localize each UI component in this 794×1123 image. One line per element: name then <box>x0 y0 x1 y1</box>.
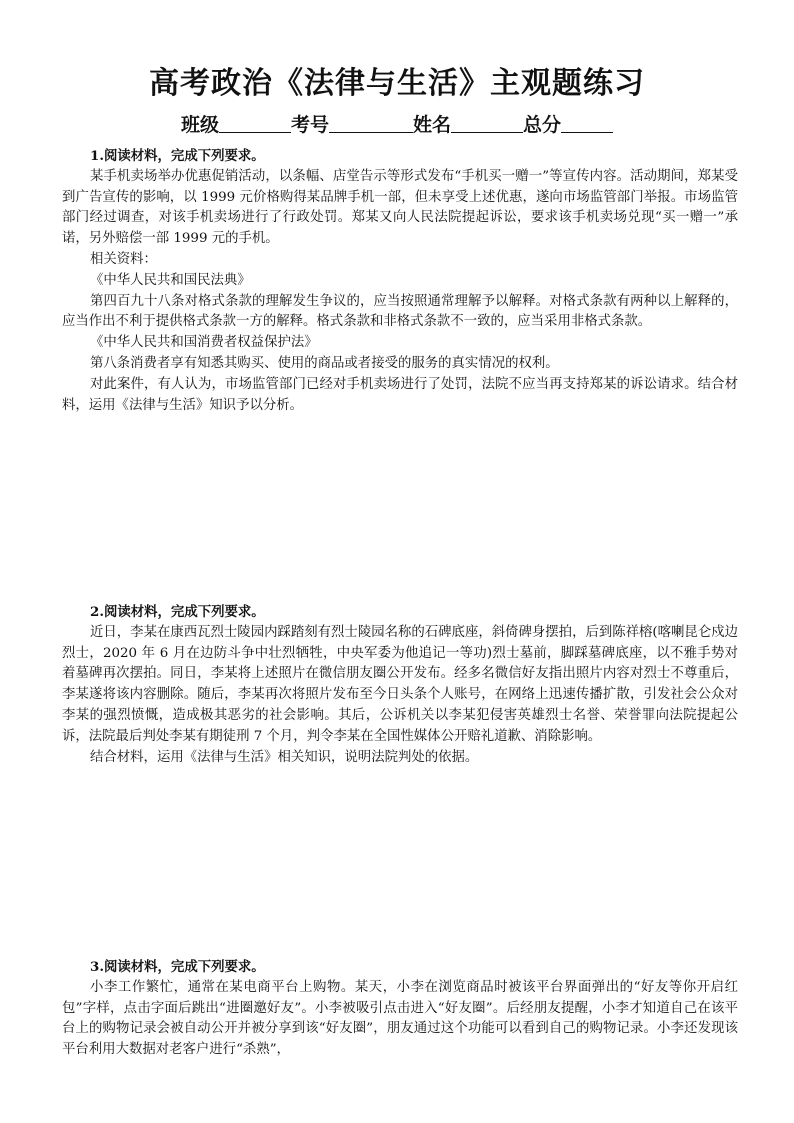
question-3 <box>62 957 738 1061</box>
question-1-heading: 1.阅读材料，完成下列要求。 <box>90 148 265 164</box>
class-blank[interactable] <box>219 114 291 133</box>
consumer-law-title: 《中华人民共和国消费者权益保护法》 <box>90 335 318 351</box>
exam-number-blank[interactable] <box>329 114 413 133</box>
question-3-heading: 3.阅读材料，完成下列要求。 <box>90 959 265 975</box>
question-2-prompt: 结合材料，运用《法律与生活》相关知识，说明法院判处的依据。 <box>90 749 479 765</box>
question-2 <box>62 602 738 768</box>
total-score-label: 总分 <box>523 114 562 136</box>
question-1 <box>62 146 738 416</box>
total-score-blank[interactable] <box>561 114 613 133</box>
civil-code-title: 《中华人民共和国民法典》 <box>90 272 251 288</box>
question-1-prompt: 对此案件，有人认为，市场监管部门已经对手机卖场进行了处罚，法院不应当再支持郑某的诉讼请求。结合材料，运用《法律与生活》知识予以分析。 <box>62 376 738 413</box>
civil-code-article: 第四百九十八条对格式条款的理解发生争议的，应当按照通常理解予以解释。对格式条款有两种以上解释的，应当作出不利于提供格式条款一方的解释。格式条款和非格式条款不一致的，应当采用非格式条款。 <box>62 293 738 330</box>
class-label: 班级 <box>180 114 219 136</box>
name-label: 姓名 <box>413 114 452 136</box>
page-title: 高考政治《法律与生活》主观题练习 <box>149 66 645 101</box>
consumer-law-article: 第八条消费者享有知悉其购买、使用的商品或者接受的服务的真实情况的权利。 <box>90 355 559 371</box>
name-blank[interactable] <box>451 114 523 133</box>
question-2-heading: 2.阅读材料，完成下列要求。 <box>90 604 265 620</box>
exam-number-label: 考号 <box>290 114 329 136</box>
question-3-material: 小李工作繁忙，通常在某电商平台上购物。某天，小李在浏览商品时被该平台界面弹出的“好友等你开启红包”字样，点击字面后跳出“进圈邀好友”。小李被吸引点击进入“好友圈”。后经朋友提醒，小李才知道自己在该平台上的购物记录会被自动公开并被分享到该“好友圈”，朋友通过这个功能可以看到自己的购物记录。小李还发现该平台利用大数据对老客户进行“杀熟”， <box>62 979 738 1058</box>
question-1-material: 某手机卖场举办优惠促销活动，以条幅、店堂告示等形式发布“手机买一赠一”等宣传内容。活动期间，郑某受到广告宣传的影响，以 1999 元价格购得某品牌手机一部，但未享受上述优惠，遂向市场监管部门举报。市场监管部门经过调查，对该手机卖场进行了行政处罚。郑某又向人民法院提起诉讼，要求该手机卖场兑现“买一赠一”承诺，另外赔偿一部 1999 元的手机。 <box>62 168 738 247</box>
question-2-material: 近日，李某在康西瓦烈士陵园内踩踏刻有烈士陵园名称的石碑底座，斜倚碑身摆拍，后到陈祥榕(喀喇昆仑戍边烈士，2020 年 6 月在边防斗争中壮烈牺牲，中央军委为他追记一等功)烈士墓前，脚踩墓碑底座，以不雅手势对着墓碑再次摆拍。同日，李某将上述照片在微信朋友圈公开发布。经多名微信好友指出照片内容对烈士不尊重后，李某遂将该内容删除。随后，李某再次将照片发布至今日头条个人账号，在网络上迅速传播扩散，引发社会公众对李某的强烈愤慨，造成极其恶劣的社会影响。其后，公诉机关以李某犯侵害英雄烈士名誉、荣誉罪向法院提起公诉，法院最后判处李某有期徒刑 7 个月，判令李某在全国性媒体公开赔礼道歉、消除影响。 <box>62 624 738 744</box>
student-info-line <box>0 110 794 137</box>
related-materials-label: 相关资料： <box>90 251 157 267</box>
